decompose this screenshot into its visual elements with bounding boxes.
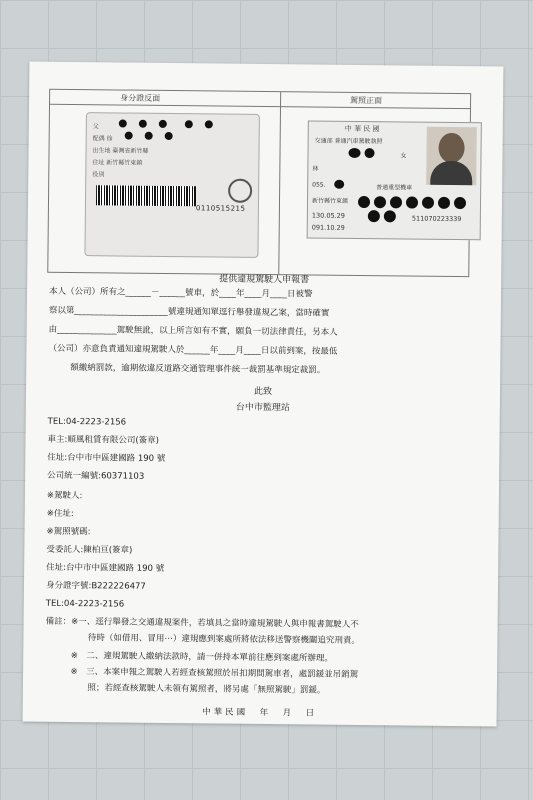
redaction-mark [159,120,167,128]
redaction-mark [139,120,147,128]
photocopy-frame [47,89,471,277]
form-title: 提供違規駕駛人申報書 [219,274,310,286]
redaction-mark [374,196,386,208]
redaction-mark [406,196,418,208]
note-line: 待時（如借用、冒用⋯）違規應到案處所將依法移送警察機關追究刑責。 [45,632,360,647]
id-birthplace-line: 出生地 臺灣省新竹縣 [92,147,149,155]
redaction-mark [205,120,213,128]
agent-line: 住址:台中市中區建國路 190 號 [46,562,165,574]
redaction-mark [125,132,133,140]
redaction-mark [364,148,374,158]
agent-line: 身分證字號:B222226477 [45,580,146,592]
emblem-icon [228,179,252,203]
license-address: 新竹縣竹東鎮 [311,197,349,205]
id-address-line: 住址 新竹縣竹東鎮 [92,159,143,167]
redaction-mark [165,132,173,140]
license-date-expiry: 130.05.29 [311,211,346,220]
agent-line: 受委託人:陳柏亘(簽章) [46,544,133,556]
license-header: 駕照正面 [350,95,383,106]
addressee-name: 台中市監理站 [235,402,290,414]
driver-line: ※駕照號碼: [46,526,91,538]
redaction-mark [454,197,466,209]
redaction-mark [384,210,396,222]
redaction-mark [145,132,153,140]
license-category: 普通重型機車 [376,184,413,192]
owner-line: 公司統一編號:60371103 [47,470,145,482]
frame-divider-vertical [278,92,281,274]
photo-body [430,161,472,185]
id-father-line: 父 [92,123,99,131]
note-line: 備註：※一、逕行舉發之交通違規案件，若填具之當時違規駕駛人與申報書駕駛人不 [45,616,359,631]
license-code: 055. [312,181,326,189]
license-gender: 女 [400,152,407,160]
id-service-line: 役別 [92,171,105,179]
id-serial-number: 0110515215 [195,204,246,213]
paragraph-line: （公司）亦意負責通知違規駕駛人於______年____月____日以前到案，按最低 [48,343,338,357]
redaction-mark [348,148,360,158]
driver-line: ※住址: [46,508,74,520]
id-card-header: 身分證反面 [120,93,161,103]
barcode [96,185,196,206]
redaction-mark [185,120,193,128]
agent-line: TEL:04-2223-2156 [45,598,125,610]
redaction-mark [422,197,434,209]
redaction-mark [334,180,344,189]
paragraph-line: 額繳納罰款，逾期依違反道路交通管理事件統一裁罰基準規定裁罰。 [70,362,326,376]
license-date-issue: 091.10.29 [311,223,345,232]
redaction-mark [368,210,380,222]
license-subtitle: 交通部 普通汽車駕駛執照 [314,137,383,146]
paragraph-line: 本人（公司）所有之______－______號車，於____年____月____日被警 [49,286,313,300]
paragraph-line: 由______________駕駛無訛，以上所言如有不實，願負一切法律責任，另本人 [48,324,338,338]
id-card-photocopy [84,112,259,258]
redaction-mark [390,196,402,208]
photo-head [438,133,464,163]
redaction-mark [358,196,370,208]
note-line: ※ 三、本案申報之駕駛人若經查核駕照於吊扣期間駕車者，處罰鍰並吊銷駕 [45,666,359,681]
owner-line: 車主:順風租賃有限公司(簽章) [47,434,160,446]
frame-divider-horizontal [50,104,470,109]
license-photocopy [307,120,482,240]
note-line: 照；若經查核駕駛人未領有駕照者，將另處「無照駕駛」罰鍰。 [44,682,326,696]
owner-line: TEL:04-2223-2156 [47,416,127,428]
license-name: 林 [312,165,319,173]
owner-line: 住址:台中市中區建國路 190 號 [47,452,166,464]
license-number: 511070223339 [411,214,462,224]
addressee-salutation: 此致 [253,386,273,398]
paragraph-line: 察以第______________________號違規通知單逕行舉發違規乙案，當時確實 [48,305,330,319]
license-title: 中 華 民 國 [344,124,380,134]
id-spouse-line: 配偶 徐 [92,135,113,143]
document-page [23,62,504,727]
redaction-mark [119,119,127,127]
driver-line: ※駕駛人: [46,490,83,502]
redaction-mark [438,197,450,209]
license-photo [426,127,477,186]
date-footer: 中華民國 年 月 日 [202,707,318,719]
note-line: ※ 二、違規駕駛人繳納法款時，請一併持本單前往應到案處所辦理。 [45,650,333,664]
